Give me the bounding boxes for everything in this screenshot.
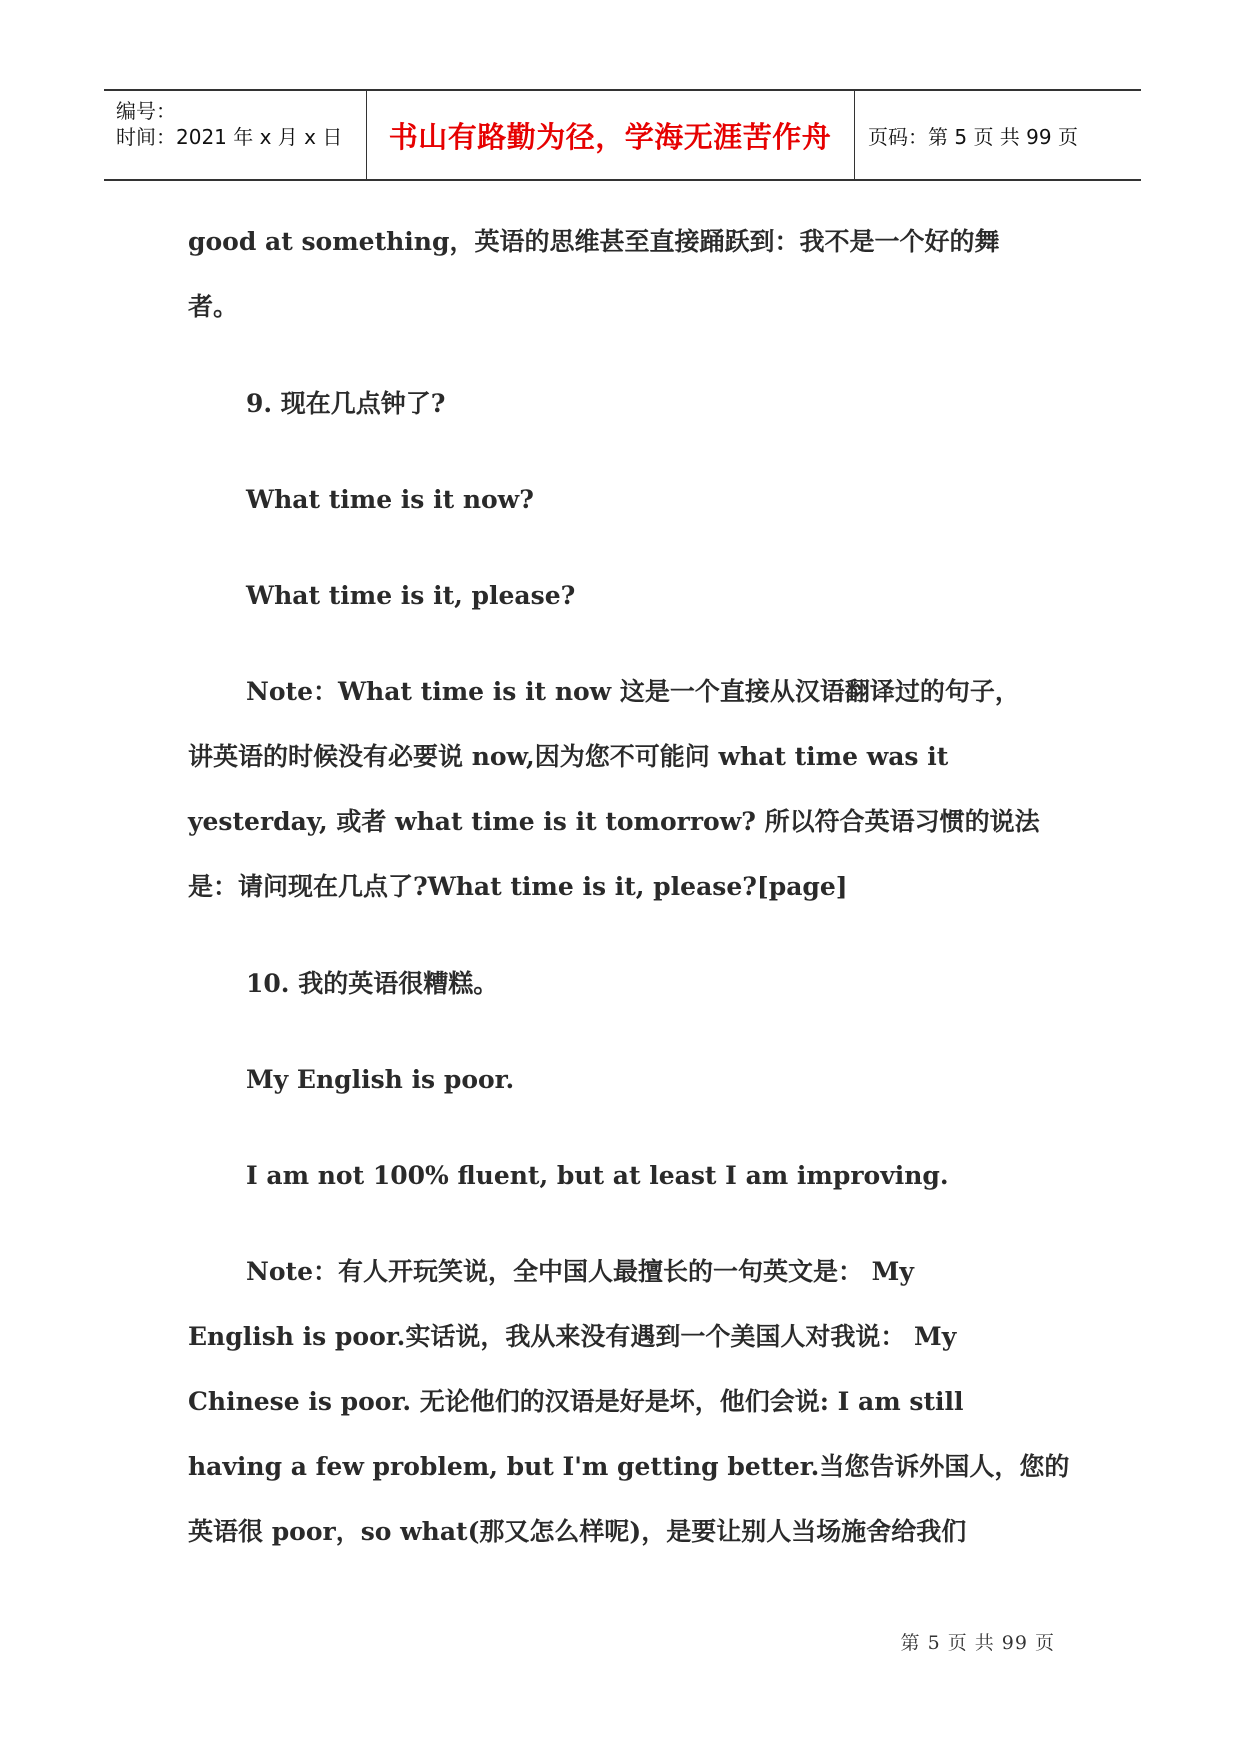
text-line: yesterday, 或者 what time is it tomorrow? 所以符合英语习惯的说法	[188, 807, 1040, 836]
text-line: English is poor.实话说，我从来没有遇到一个美国人对我说： My	[188, 1322, 957, 1351]
header-left-cell	[104, 91, 367, 179]
text-line: 者。	[188, 292, 239, 321]
page-footer: 第 5 页 共 99 页	[900, 1632, 1055, 1654]
text-line: 讲英语的时候没有必要说 now,因为您不可能问 what time was it	[188, 742, 949, 771]
text-line: 英语很 poor，so what(那又怎么样呢)，是要让别人当场施舍给我们	[188, 1517, 967, 1546]
text-line: Note：有人开玩笑说，全中国人最擅长的一句英文是： My	[246, 1257, 914, 1286]
page-header	[104, 89, 1141, 181]
note-paragraph	[188, 659, 1068, 919]
text-line: I am not 100% fluent, but at least I am improving.	[246, 1161, 949, 1190]
text-line: What time is it, please?	[246, 581, 576, 610]
text-line: having a few problem, but I'm getting better.当您告诉外国人，您的	[188, 1452, 1070, 1481]
text-line: What time is it now?	[246, 485, 534, 514]
date-line: 时间：2021 年 x 月 x 日	[116, 125, 343, 149]
text-line: Note：What time is it now 这是一个直接从汉语翻译过的句子，	[246, 677, 1020, 706]
question-10-heading	[188, 951, 1068, 1016]
note-paragraph	[188, 1239, 1068, 1564]
text-line: My English is poor.	[246, 1065, 515, 1094]
text-line: 9. 现在几点钟了?	[246, 389, 446, 418]
question-9-heading	[188, 371, 1068, 436]
text-line: good at something，英语的思维甚至直接踊跃到：我不是一个好的舞	[188, 227, 1000, 256]
text-line: 10. 我的英语很糟糕。	[246, 969, 499, 998]
paragraph-continuation	[188, 209, 1068, 339]
text-line: Chinese is poor. 无论他们的汉语是好是坏，他们会说: I am still	[188, 1387, 964, 1416]
header-page-code: 页码：第 5 页 共 99 页	[868, 124, 1078, 149]
answer-line	[188, 1047, 1068, 1112]
answer-line	[188, 467, 1068, 532]
text-line: 是：请问现在几点了?What time is it, please?[page]	[188, 872, 848, 901]
number-label: 编号：	[116, 99, 176, 123]
answer-line	[188, 1143, 1068, 1208]
answer-line	[188, 563, 1068, 628]
header-motto: 书山有路勤为径，学海无涯苦作舟	[366, 91, 855, 179]
